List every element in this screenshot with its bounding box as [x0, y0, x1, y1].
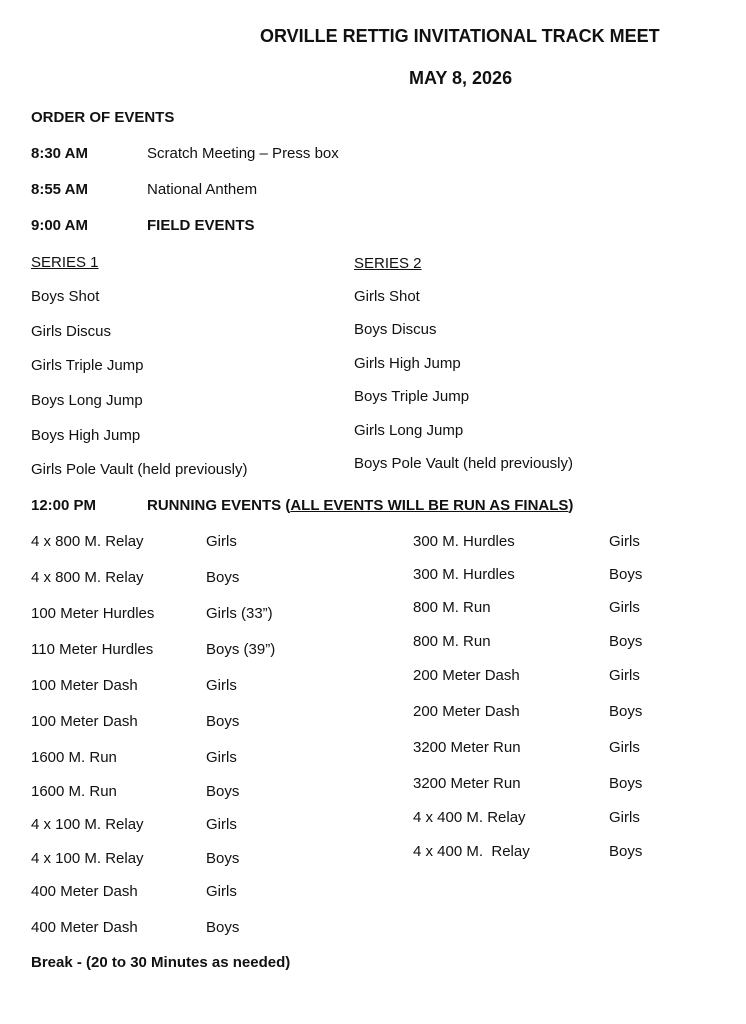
running-event: 800 M. Run — [413, 599, 491, 616]
running-event: 4 x 800 M. Relay — [31, 569, 144, 586]
running-group: Boys — [206, 569, 240, 586]
running-event: 3200 Meter Run — [413, 739, 521, 756]
series2-item: Boys Pole Vault (held previously) — [354, 455, 573, 472]
series1-item: Girls Triple Jump — [31, 357, 144, 374]
order-time: 8:30 AM — [31, 145, 88, 162]
running-event: 100 Meter Dash — [31, 713, 138, 730]
running-group: Boys — [609, 703, 643, 720]
running-group: Girls — [206, 816, 237, 833]
running-group: Girls — [206, 677, 237, 694]
series2-item: Boys Triple Jump — [354, 388, 470, 405]
running-group: Boys — [609, 843, 643, 860]
running-group: Girls — [609, 739, 640, 756]
order-time: 9:00 AM — [31, 217, 88, 234]
order-desc: Scratch Meeting – Press box — [147, 145, 339, 162]
series1-item: Boys Long Jump — [31, 392, 143, 409]
order-desc: National Anthem — [147, 181, 258, 198]
running-group: Girls — [206, 749, 237, 766]
running-group: Boys — [206, 850, 240, 867]
running-group: Girls — [609, 533, 640, 550]
running-label: RUNNING EVENTS ( — [147, 497, 291, 514]
running-group: Boys — [206, 919, 240, 936]
running-event: 100 Meter Dash — [31, 677, 138, 694]
running-event: 1600 M. Run — [31, 783, 117, 800]
series1-heading: SERIES 1 — [31, 254, 99, 271]
running-event: 300 M. Hurdles — [413, 566, 515, 583]
order-desc: FIELD EVENTS — [147, 217, 255, 234]
order-heading: ORDER OF EVENTS — [31, 109, 175, 126]
running-event: 110 Meter Hurdles — [31, 641, 154, 658]
running-group: Girls — [206, 533, 237, 550]
running-group: Boys (39”) — [206, 641, 276, 658]
series2-item: Boys Discus — [354, 321, 437, 338]
running-event: 4 x 800 M. Relay — [31, 533, 144, 550]
running-event: 4 x 100 M. Relay — [31, 816, 144, 833]
series2-heading: SERIES 2 — [354, 255, 422, 272]
series1-item: Boys Shot — [31, 288, 100, 305]
running-group: Boys — [609, 633, 643, 650]
running-event: 300 M. Hurdles — [413, 533, 515, 550]
running-group: Girls — [206, 883, 237, 900]
running-event: 3200 Meter Run — [413, 775, 521, 792]
running-close: ) — [568, 497, 574, 514]
running-group: Boys — [206, 783, 240, 800]
series2-item: Girls Shot — [354, 288, 420, 305]
running-group: Boys — [609, 775, 643, 792]
running-event: 4 x 100 M. Relay — [31, 850, 144, 867]
running-event: 800 M. Run — [413, 633, 491, 650]
running-event: 4 x 400 M. Relay — [413, 843, 530, 860]
series2-item: Girls Long Jump — [354, 422, 464, 439]
running-group: Girls — [609, 667, 640, 684]
series2-item: Girls High Jump — [354, 355, 461, 372]
series1-item: Boys High Jump — [31, 427, 141, 444]
running-group: Girls — [609, 599, 640, 616]
running-event: 200 Meter Dash — [413, 703, 520, 720]
running-event: 400 Meter Dash — [31, 919, 138, 936]
running-time: 12:00 PM — [31, 497, 97, 514]
finals-note: ALL EVENTS WILL BE RUN AS FINALS — [290, 497, 569, 514]
running-event: 4 x 400 M. Relay — [413, 809, 526, 826]
break-note: Break - (20 to 30 Minutes as needed) — [31, 954, 291, 971]
meet-date: MAY 8, 2026 — [409, 68, 513, 88]
running-event: 400 Meter Dash — [31, 883, 138, 900]
running-event: 1600 M. Run — [31, 749, 117, 766]
running-group: Girls (33”) — [206, 605, 273, 622]
series1-item: Girls Pole Vault (held previously) — [31, 461, 248, 478]
running-group: Boys — [609, 566, 643, 583]
series1-item: Girls Discus — [31, 323, 112, 340]
running-heading — [147, 497, 573, 515]
running-group: Boys — [206, 713, 240, 730]
running-group: Girls — [609, 809, 640, 826]
order-time: 8:55 AM — [31, 181, 88, 198]
running-event: 200 Meter Dash — [413, 667, 520, 684]
meet-title: ORVILLE RETTIG INVITATIONAL TRACK MEET — [260, 26, 660, 46]
running-event: 100 Meter Hurdles — [31, 605, 155, 622]
